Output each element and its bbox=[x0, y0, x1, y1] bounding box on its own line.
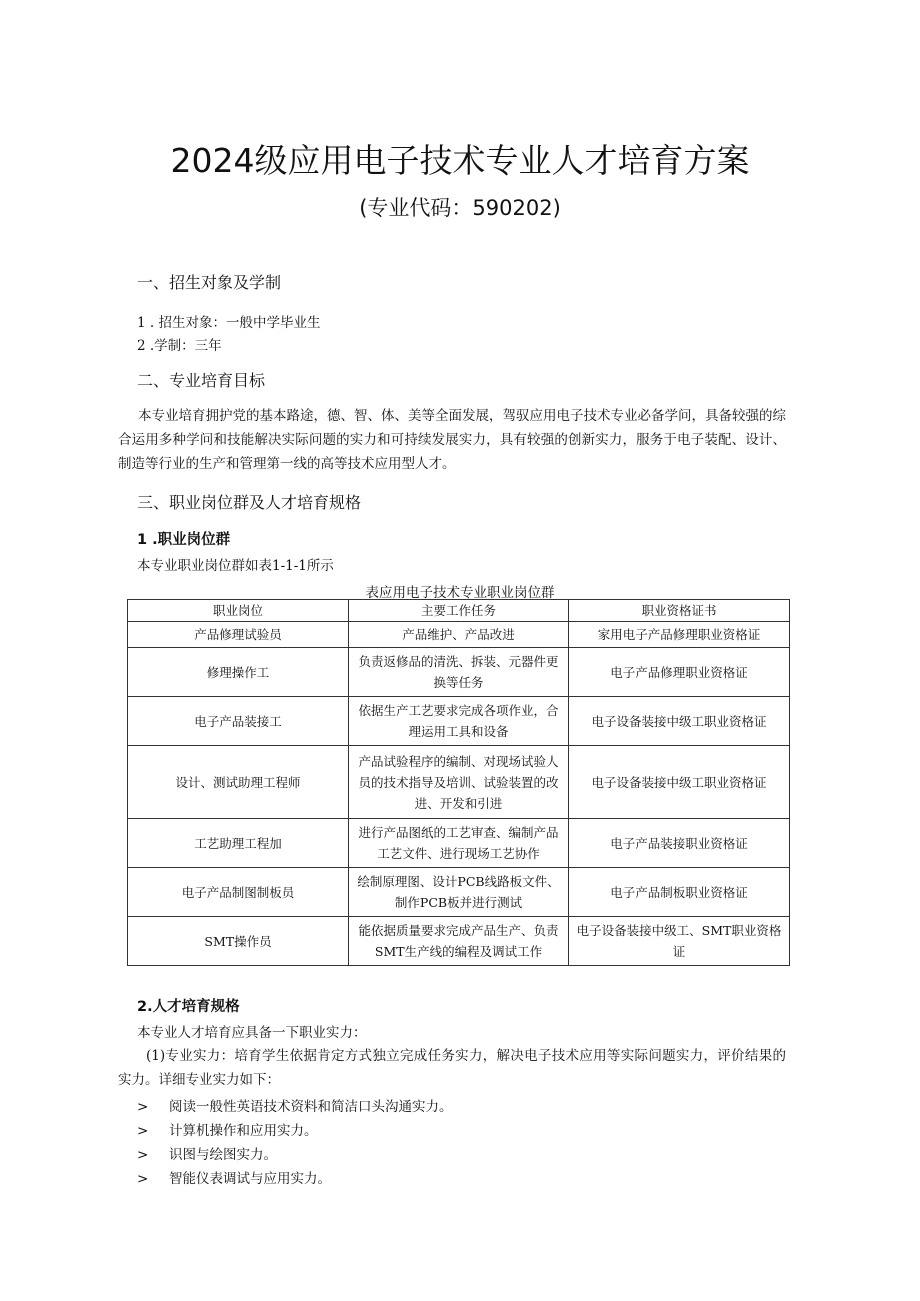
bullet-arrow-icon: > bbox=[137, 1147, 149, 1163]
section-heading-enrollment: 一、招生对象及学制 bbox=[137, 273, 282, 292]
table-row bbox=[128, 622, 790, 648]
bullet-arrow-icon: > bbox=[137, 1123, 149, 1139]
position-cell: 产品修理试验员 bbox=[128, 622, 349, 648]
enrollment-target-item: 1 . 招生对象：一般中学毕业生 bbox=[137, 315, 321, 331]
certificate-cell: 家用电子产品修理职业资格证 bbox=[569, 622, 790, 648]
list-item-text: 识图与绘图实力。 bbox=[169, 1147, 277, 1163]
position-cell: 电子产品装接工 bbox=[128, 697, 349, 746]
job-positions-table bbox=[127, 599, 790, 966]
list-item bbox=[137, 1167, 331, 1187]
table-row bbox=[128, 917, 790, 966]
table-row bbox=[128, 648, 790, 697]
talent-spec-intro: 本专业人才培育应具备一下职业实力： bbox=[137, 1025, 367, 1041]
position-cell: 修理操作工 bbox=[128, 648, 349, 697]
position-cell: 电子产品制图制板员 bbox=[128, 868, 349, 917]
job-groups-intro: 本专业职业岗位群如表1-1-1所示 bbox=[137, 558, 334, 574]
tasks-cell: 负责返修品的清洗、拆装、元器件更换等任务 bbox=[349, 648, 569, 697]
certificate-cell: 电子设备装接中级工、SMT职业资格证 bbox=[569, 917, 790, 966]
position-cell: SMT操作员 bbox=[128, 917, 349, 966]
section-heading-job-groups: 三、职业岗位群及人才培育规格 bbox=[137, 493, 362, 512]
certificate-cell: 电子设备装接中级工职业资格证 bbox=[569, 746, 790, 819]
list-item-text: 阅读一般性英语技术资料和简洁口头沟通实力。 bbox=[169, 1099, 453, 1115]
bullet-arrow-icon: > bbox=[137, 1099, 149, 1115]
subsection-heading-talent-spec: 2.人才培育规格 bbox=[137, 999, 240, 1015]
schooling-length-item: 2 .学制：三年 bbox=[137, 338, 222, 354]
table-row bbox=[128, 819, 790, 868]
tasks-cell: 进行产品图纸的工艺审查、编制产品工艺文件、进行现场工艺协作 bbox=[349, 819, 569, 868]
certificate-cell: 电子产品装接职业资格证 bbox=[569, 819, 790, 868]
list-item-text: 智能仪表调试与应用实力。 bbox=[169, 1171, 331, 1187]
tasks-cell: 绘制原理图、设计PCB线路板文件、制作PCB板并进行测试 bbox=[349, 868, 569, 917]
document-subtitle: (专业代码：590202) bbox=[359, 196, 561, 220]
list-item bbox=[137, 1095, 453, 1115]
training-goal-paragraph: 本专业培育拥护党的基本路途，德、智、体、美等全面发展，驾驭应用电子技术专业必备学问，具备较强的综合运用多种学问和技能解决实际问题的实力和可持续发展实力，具有较强的创新实力，服务于电子装配、设计、制造等行业的生产和管理第一线的高等技术应用型人才。 bbox=[118, 408, 786, 472]
tasks-cell: 产品试验程序的编制、对现场试验人员的技术指导及培训、试验装置的改进、开发和引进 bbox=[349, 746, 569, 819]
position-cell: 工艺助理工程加 bbox=[128, 819, 349, 868]
header-cell-certificate: 职业资格证书 bbox=[569, 600, 790, 622]
position-cell: 设计、测试助理工程师 bbox=[128, 746, 349, 819]
list-item bbox=[137, 1119, 318, 1139]
table-row bbox=[128, 868, 790, 917]
tasks-cell: 能依据质量要求完成产品生产、负责SMT生产线的编程及调试工作 bbox=[349, 917, 569, 966]
professional-ability-paragraph: (1)专业实力：培育学生依据肯定方式独立完成任务实力，解决电子技术应用等实际问题实力，评价结果的实力。详细专业实力如下： bbox=[118, 1048, 786, 1088]
table-row bbox=[128, 697, 790, 746]
certificate-cell: 电子产品制板职业资格证 bbox=[569, 868, 790, 917]
tasks-cell: 依据生产工艺要求完成各项作业，合理运用工具和设备 bbox=[349, 697, 569, 746]
header-cell-tasks: 主要工作任务 bbox=[349, 600, 569, 622]
certificate-cell: 电子产品修理职业资格证 bbox=[569, 648, 790, 697]
table-row bbox=[128, 746, 790, 819]
list-item bbox=[137, 1143, 277, 1163]
certificate-cell: 电子设备装接中级工职业资格证 bbox=[569, 697, 790, 746]
document-title: 2024级应用电子技术专业人才培育方案 bbox=[170, 141, 750, 180]
bullet-arrow-icon: > bbox=[137, 1171, 149, 1187]
section-heading-training-goal: 二、专业培育目标 bbox=[137, 371, 266, 390]
subsection-heading-job-groups: 1 .职业岗位群 bbox=[137, 532, 231, 548]
header-cell-position: 职业岗位 bbox=[128, 600, 349, 622]
table-header-row bbox=[128, 600, 790, 622]
table-caption: 表应用电子技术专业职业岗位群 bbox=[365, 585, 555, 601]
list-item-text: 计算机操作和应用实力。 bbox=[169, 1123, 318, 1139]
tasks-cell: 产品维护、产品改进 bbox=[349, 622, 569, 648]
